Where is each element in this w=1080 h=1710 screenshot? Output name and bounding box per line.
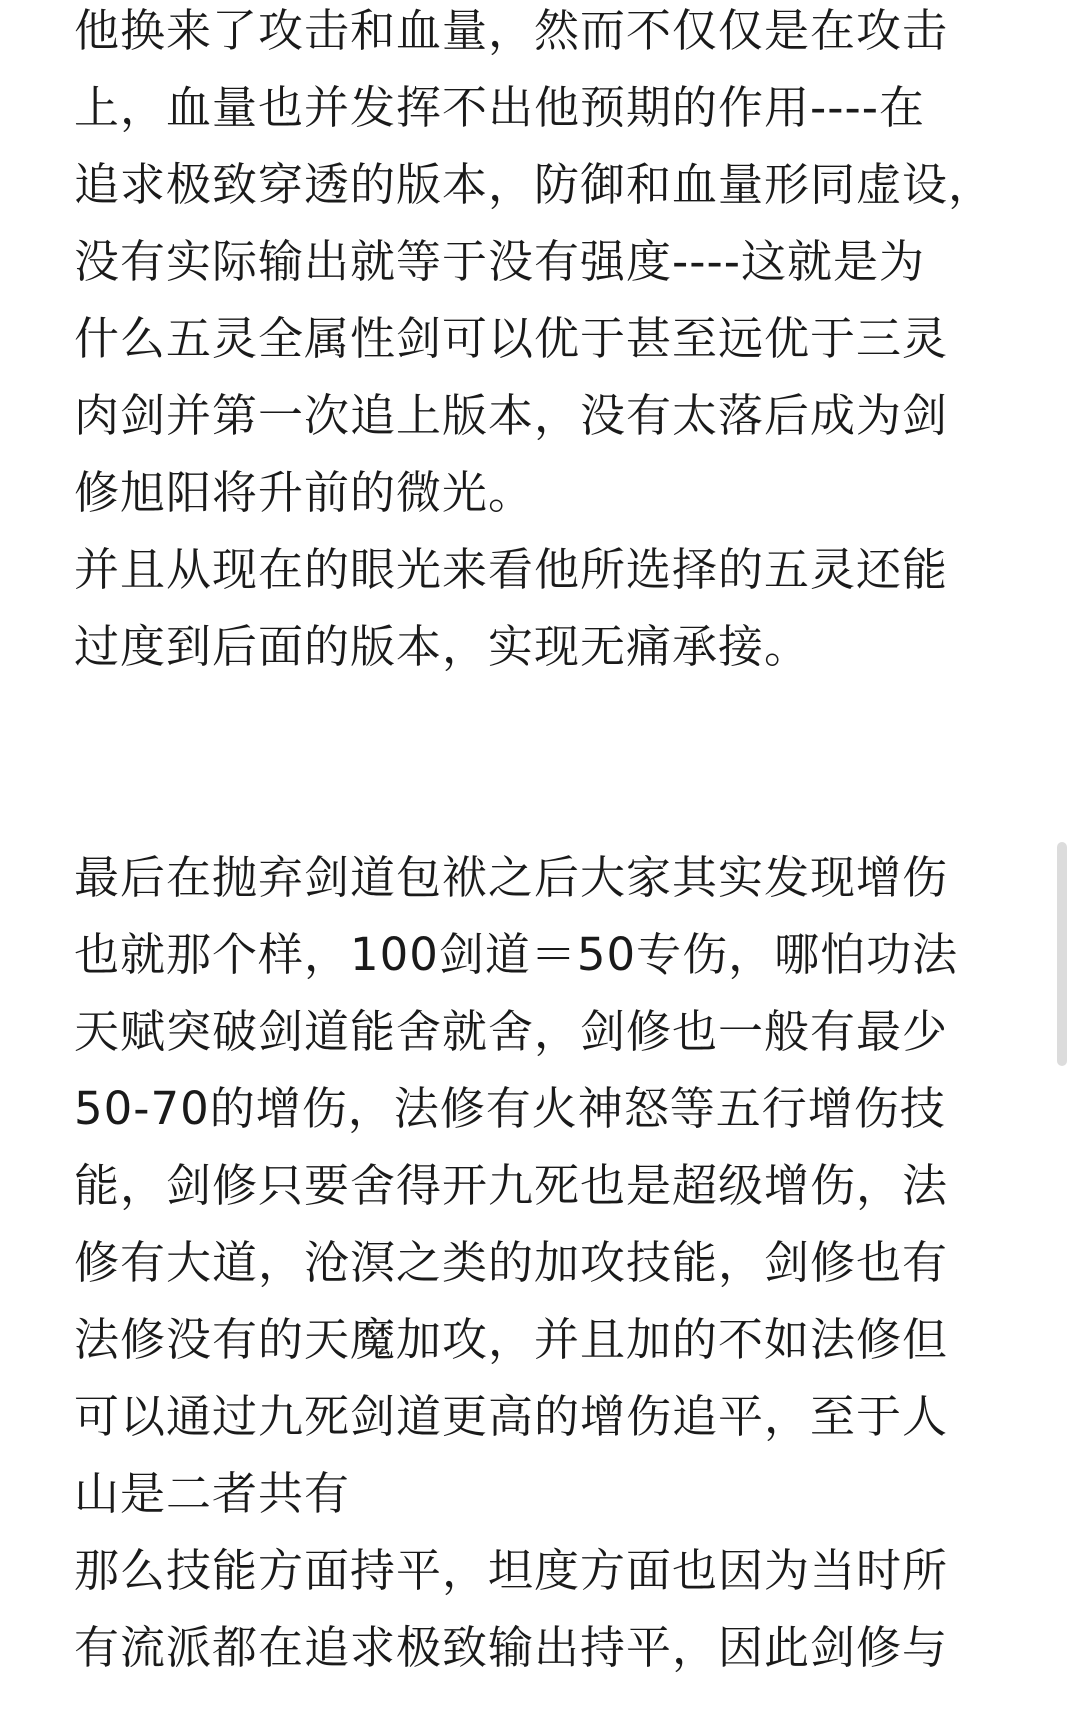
paragraph-1: 他换来了攻击和血量，然而不仅仅是在攻击 上，血量也并发挥不出他预期的作用----在 追求极致穿透的版本，防御和血量形同虚设， 没有实际输出就等于没有强度----这就是为 什么五灵全属性剑可以优于甚至远优于三灵 肉剑并第一次追上版本，没有太落后成为剑 修旭阳将升前的微光。 <box>74 4 995 519</box>
paragraph-4: 那么技能方面持平，坦度方面也因为当时所 有流派都在追求极致输出持平，因此剑修与 <box>74 1544 949 1674</box>
paragraph-gap <box>74 685 1014 839</box>
paragraph-3: 最后在抛弃剑道包袱之后大家其实发现增伤 也就那个样，100剑道＝50专伤，哪怕功法 天赋突破剑道能舍就舍，剑修也一般有最少 50-70的增伤，法修有火神怒等五行增伤技 能，剑修只要舍得开九死也是超级增伤，法 修有大道，沧溟之类的加攻技能，剑修也有 法修没有的天魔加攻，并且加的不如法修但 可以通过九死剑道更高的增伤追平，至于人 山是二者共有 <box>74 851 959 1520</box>
vertical-scrollbar[interactable] <box>1057 842 1067 1066</box>
article-body <box>74 0 1014 1686</box>
paragraph-2: 并且从现在的眼光来看他所选择的五灵还能 过度到后面的版本，实现无痛承接。 <box>74 543 949 673</box>
